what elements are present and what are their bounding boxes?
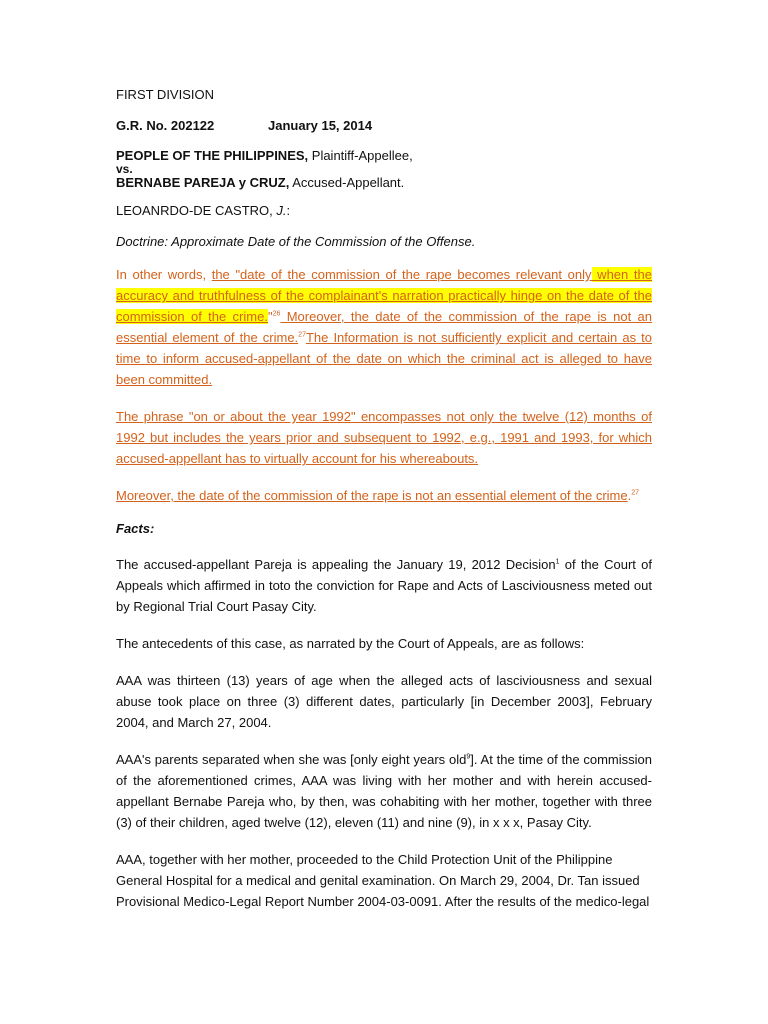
facts-paragraph-1: [116, 554, 652, 617]
plaintiff-role: Plaintiff-Appellee,: [308, 148, 413, 163]
footnote-9: 9: [466, 753, 471, 761]
quote1-end-quote: ": [267, 309, 273, 324]
footnote-27: 27: [298, 331, 306, 339]
doctrine-line: Doctrine: Approximate Date of the Commission of the Offense.: [116, 234, 476, 249]
accused-name: BERNABE PAREJA y CRUZ,: [116, 175, 290, 190]
doctrine-quote-2: The phrase "on or about the year 1992" encompasses not only the twelve (12) months of 1992 but includes the years prior and subsequent to 1992, e.g., 1991 and 1993, for which accused-appellant has to virtually account for his whereabouts.: [116, 409, 652, 466]
facts-paragraph-2: The antecedents of this case, as narrated by the Court of Appeals, are as follows:: [116, 636, 585, 651]
plaintiff-line: [116, 148, 652, 164]
ponente-name: LEOANRDO-DE CASTRO,: [116, 203, 277, 218]
footnote-1: 1: [555, 558, 560, 566]
decision-date: January 15, 2014: [268, 118, 373, 133]
versus-label: vs.: [116, 162, 133, 176]
quote1-underlined-1: the "date of the commission of the rape becomes relevant only: [211, 267, 592, 282]
accused-role: Accused-Appellant.: [289, 175, 405, 190]
ponente-colon: :: [286, 203, 291, 218]
document-body: [116, 86, 652, 912]
facts-p4-text-a: AAA's parents separated when she was [only eight years old: [116, 752, 467, 767]
facts-paragraph-5: AAA, together with her mother, proceeded to the Child Protection Unit of the Philippine General Hospital for a medical and genital examination. On March 29, 2004, Dr. Tan issued Provisional Medico-Legal Report Number 2004-03-0091. After the results of the medico-legal: [116, 852, 650, 909]
facts-p1-text-a: The accused-appellant Pareja is appealing the January 19, 2012 Decision: [116, 557, 556, 572]
ponente-suffix: J.: [276, 203, 287, 218]
quote1-underlined-2: Moreover, the date of the commission of the rape is not an essential element of the crime.: [116, 309, 652, 345]
facts-p4-text-b: ]. At the time of the commission of the aforementioned crimes, AAA was living with her mother and with herein accused-appellant Bernabe Pareja who, by then, was cohabiting with her mother, together with three (3) of their children, aged twelve (12), eleven (11) and nine (9), in x x x, Pasay City.: [116, 752, 652, 830]
facts-p1-text-b: of the Court of Appeals which affirmed in toto the conviction for Rape and Acts of Lasciviousness meted out by Regional Trial Court Pasay City.: [116, 557, 652, 614]
division-heading: FIRST DIVISION: [116, 87, 214, 102]
quote3-text: Moreover, the date of the commission of the rape is not an essential element of the crime: [116, 488, 628, 503]
plaintiff-name: PEOPLE OF THE PHILIPPINES,: [116, 148, 309, 163]
ponente-line: [116, 202, 652, 220]
case-title: [116, 148, 652, 191]
footnote-27-b: 27: [631, 489, 640, 497]
case-number-line: [116, 117, 652, 135]
facts-paragraph-3: AAA was thirteen (13) years of age when the alleged acts of lasciviousness and sexual abuse took place on three (3) different dates, particularly [in December 2003], February 2004, and March 27, 2004.: [116, 673, 652, 730]
facts-heading: Facts:: [116, 521, 155, 536]
doctrine-quote-1: [116, 264, 652, 390]
accused-line: [116, 175, 652, 191]
gr-number: G.R. No. 202122: [116, 118, 215, 133]
quote1-lead: In other words,: [116, 267, 212, 282]
quote1-highlighted: when the accuracy and truthfulness of the complainant's narration practically hinge on the date of the commission of the crime.: [116, 267, 652, 324]
quote3-dot: .: [627, 488, 632, 503]
doctrine-quote-3: [116, 485, 652, 506]
quote1-underlined-3: The Information is not sufficiently explicit and certain as to time to inform accused-appellant of the date on which the criminal act is alleged to have been committed.: [116, 330, 653, 387]
facts-paragraph-4: [116, 749, 652, 833]
footnote-26: 26: [272, 310, 281, 318]
